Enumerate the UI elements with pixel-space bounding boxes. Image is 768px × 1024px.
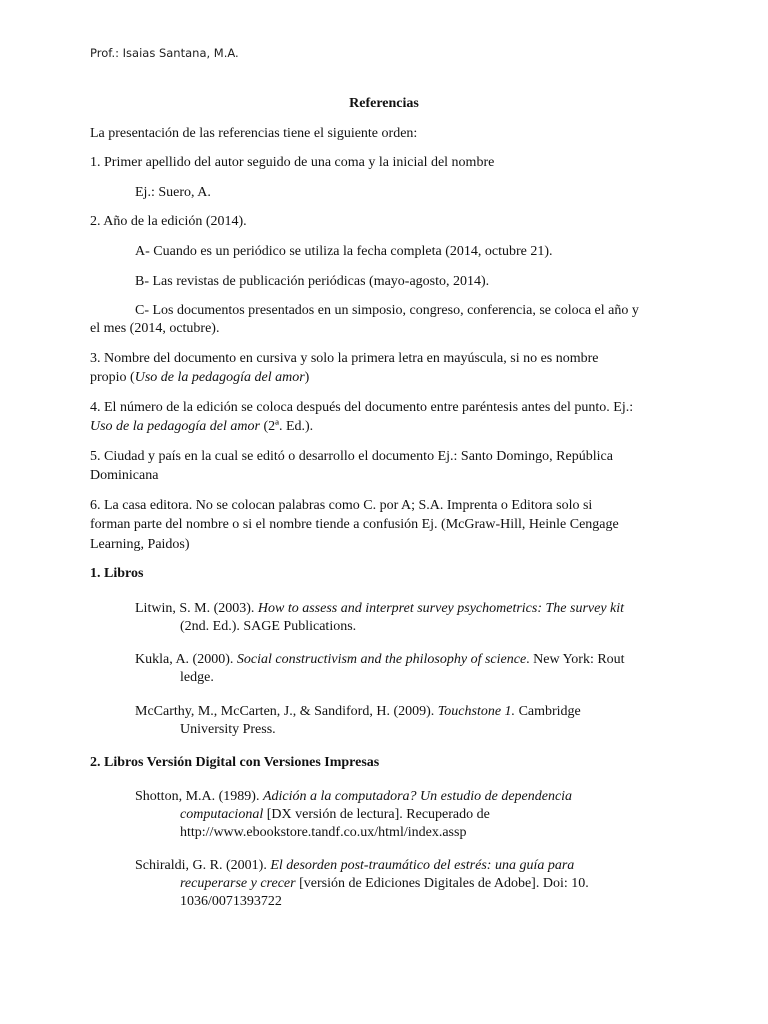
rule-6-line2: forman parte del nombre o si el nombre tiende a confusión Ej. (McGraw-Hill, Heinle Cengage [90,517,619,532]
rule-1-example: Ej.: Suero, A. [135,185,211,200]
rule-3-italic: Uso de la pedagogía del amor [134,370,305,385]
rule-6-line1: 6. La casa editora. No se colocan palabras como C. por A; S.A. Imprenta o Editora solo si [90,498,593,513]
ref-kukla-line2: ledge. [180,670,214,685]
ref-shotton-post: [DX versión de lectura]. Recuperado de [263,807,490,822]
ref-mccarthy-author: McCarthy, M., McCarten, J., & Sandiford, H. (2009). [135,704,438,719]
rule-5-line2: Dominicana [90,468,159,483]
ref-shotton-line1 [135,788,572,805]
ref-litwin-line1 [135,600,624,617]
rule-2c-line1: C- Los documentos presentados en un simposio, congreso, conferencia, se coloca el año y [135,303,639,318]
rule-4-line2 [90,418,313,435]
ref-schiraldi-doi: 1036/0071393722 [180,894,282,909]
ref-litwin-author: Litwin, S. M. (2003). [135,601,258,616]
rule-6-line3: Learning, Paidos) [90,537,190,552]
ref-schiraldi-line2 [180,875,589,892]
intro-text: La presentación de las referencias tiene el siguiente orden: [90,126,418,141]
ref-kukla-title: Social constructivism and the philosophy of science [236,652,527,667]
ref-mccarthy-title: Touchstone 1. [437,704,516,719]
ref-schiraldi-post: [versión de Ediciones Digitales de Adobe]. Doi: 10. [295,876,589,891]
ref-shotton-line2 [180,806,490,823]
rule-5-line1: 5. Ciudad y país en la cual se editó o desarrollo el documento Ej.: Santo Domingo, República [90,449,613,464]
ref-shotton-title-cont: computacional [180,807,264,822]
ref-litwin-title: How to assess and interpret survey psychometrics: The survey kit [257,601,625,616]
page-header: Prof.: Isaias Santana, M.A. [90,46,239,60]
ref-litwin-line2: (2nd. Ed.). SAGE Publications. [180,619,357,634]
rule-2b: B- Las revistas de publicación periódicas (mayo-agosto, 2014). [135,274,490,289]
rule-4-italic: Uso de la pedagogía del amor [90,419,260,434]
ref-shotton-url: http://www.ebookstore.tandf.co.ux/html/index.assp [180,825,467,840]
ref-kukla-line1 [135,651,625,668]
rule-2: 2. Año de la edición (2014). [90,214,247,229]
ref-mccarthy-line2: University Press. [180,722,276,737]
rule-1: 1. Primer apellido del autor seguido de una coma y la inicial del nombre [90,155,495,170]
ref-mccarthy-line1 [135,703,581,720]
section-1-heading: 1. Libros [90,566,144,581]
ref-mccarthy-post: Cambridge [515,704,581,719]
ref-schiraldi-author: Schiraldi, G. R. (2001). [135,858,271,873]
ref-kukla-author: Kukla, A. (2000). [135,652,237,667]
ref-schiraldi-line1 [135,857,574,874]
rule-3-line2 [90,369,309,386]
rule-3-line1: 3. Nombre del documento en cursiva y solo la primera letra en mayúscula, si no es nombre [90,351,599,366]
ref-shotton-title: Adición a la computadora? Un estudio de dependencia [262,789,573,804]
rule-3-post: ) [304,370,310,385]
ref-schiraldi-title-cont: recuperarse y crecer [180,876,296,891]
rule-4-line1: 4. El número de la edición se coloca después del documento entre paréntesis antes del punto. Ej.: [90,400,634,415]
ref-kukla-post: . New York: Rout [526,652,625,667]
section-2-heading: 2. Libros Versión Digital con Versiones Impresas [90,755,380,770]
rule-3-pre: propio ( [90,370,135,385]
ref-schiraldi-title: El desorden post-traumático del estrés: una guía para [270,858,575,873]
rule-2c-line2: el mes (2014, octubre). [90,321,220,336]
page-title: Referencias [349,96,419,111]
rule-4-post: (2ª. Ed.). [259,419,314,434]
rule-2a: A- Cuando es un periódico se utiliza la fecha completa (2014, octubre 21). [135,244,553,259]
ref-shotton-author: Shotton, M.A. (1989). [135,789,263,804]
